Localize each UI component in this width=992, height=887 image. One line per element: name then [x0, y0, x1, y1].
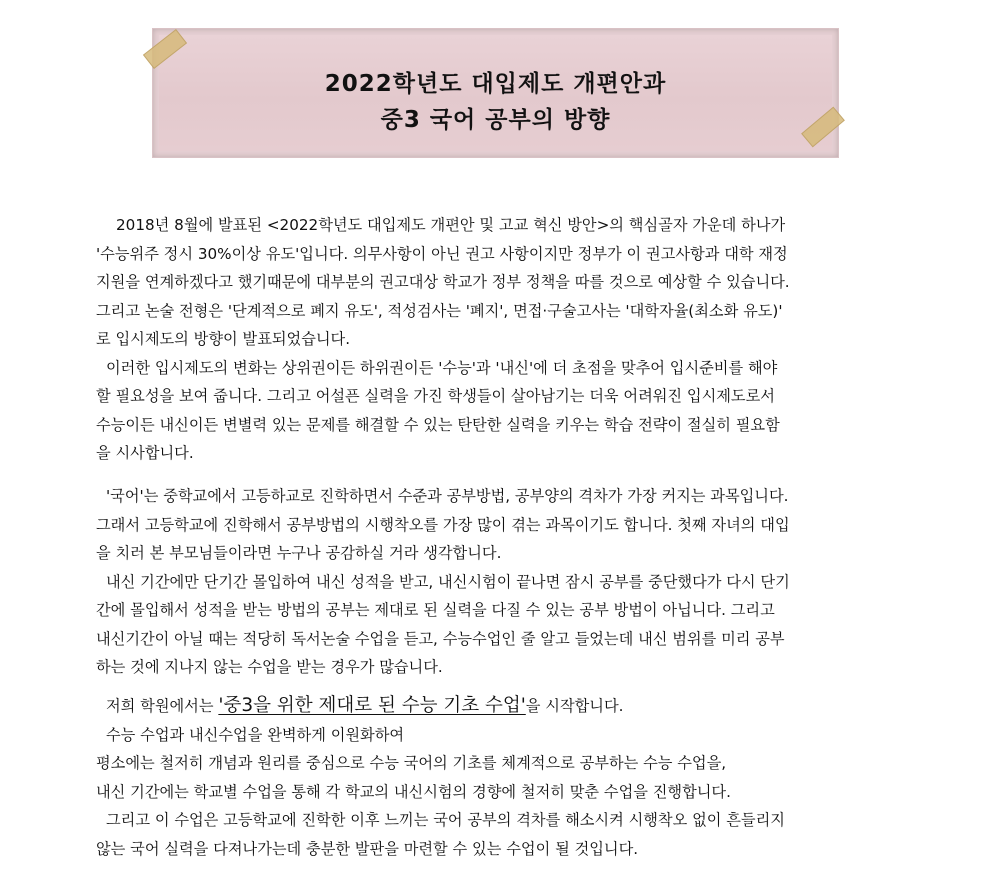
paragraph-line: 지원을 연계하겠다고 했기때문에 대부분의 권고대상 학교가 정부 정책을 따를 것으로 예상할 수 있습니다. — [96, 273, 790, 291]
section-korean-subject — [96, 482, 916, 682]
paragraph-line: '수능위주 정시 30%이상 유도'입니다. 의무사항이 아닌 권고 사항이지만 정부가 이 권고사항과 대학 재정 — [96, 244, 788, 263]
paragraph-line: 평소에는 철저히 개념과 원리를 중심으로 수능 국어의 기초를 체계적으로 공부하는 수능 수업을, — [96, 754, 727, 772]
paragraph-line: 수능 수업과 내신수업을 완벽하게 이원화하여 — [106, 725, 405, 744]
paragraph-line: 내신 기간에만 단기간 몰입하여 내신 성적을 받고, 내신시험이 끝나면 잠시 공부를 중단했다가 다시 단기 — [106, 572, 790, 591]
title-banner — [152, 28, 839, 158]
course-name-highlight: '중3을 위한 제대로 된 수능 기초 수업' — [218, 695, 526, 716]
paragraph-line: 로 입시제도의 방향이 발표되었습니다. — [96, 330, 351, 348]
course-intro-line — [96, 692, 916, 721]
intro-text-before: 저희 학원에서는 — [106, 697, 219, 715]
paragraph-line: 그래서 고등학교에 진학해서 공부방법의 시행착오를 가장 많이 겪는 과목이기도 합니다. 첫째 자녀의 대입 — [96, 515, 790, 534]
section-admission-policy — [96, 211, 916, 468]
paragraph-line: 이러한 입시제도의 변화는 상위권이든 하위권이든 '수능'과 '내신'에 더 초점을 맞추어 입시준비를 해야 — [106, 358, 778, 377]
paragraph-line: 그리고 논술 전형은 '단계적으로 폐지 유도', 적성검사는 '폐지', 면접·구술고사는 '대학자율(최소화 유도)' — [96, 301, 783, 320]
paragraph-line: 하는 것에 지나지 않는 수업을 받는 경우가 많습니다. — [96, 658, 443, 676]
page-title-line2: 중3 국어 공부의 방향 — [380, 107, 611, 133]
page-title-line1: 2022학년도 대입제도 개편안과 — [324, 71, 667, 97]
paragraph-line: 내신 기간에는 학교별 수업을 통해 각 학교의 내신시험의 경향에 철저히 맞춘 수업을 진행합니다. — [96, 782, 731, 801]
paragraph-line: 않는 국어 실력을 다져나가는데 충분한 발판을 마련할 수 있는 수업이 될 것입니다. — [96, 839, 639, 858]
paragraph-line: 을 치러 본 부모님들이라면 누구나 공감하실 거라 생각합니다. — [96, 544, 502, 562]
paragraph-line: 할 필요성을 보여 줍니다. 그리고 어설픈 실력을 가진 학생들이 살아남기는 더욱 어려워진 입시제도로서 — [96, 387, 775, 405]
paragraph-line: 그리고 이 수업은 고등학교에 진학한 이후 느끼는 국어 공부의 격차를 해소시켜 시행착오 없이 흔들리지 — [106, 811, 785, 829]
paragraph-line: 간에 몰입해서 성적을 받는 방법의 공부는 제대로 된 실력을 다질 수 있는 공부 방법이 아닙니다. 그리고 — [96, 601, 775, 619]
paragraph-line: 을 시사합니다. — [96, 444, 194, 462]
intro-text-after: 을 시작합니다. — [525, 697, 624, 715]
section-course-intro — [96, 692, 916, 863]
paragraph-line: 내신기간이 아닐 때는 적당히 독서논술 수업을 듣고, 수능수업인 줄 알고 들었는데 내신 범위를 미리 공부 — [96, 629, 785, 648]
paragraph-line: 수능이든 내신이든 변별력 있는 문제를 해결할 수 있는 탄탄한 실력을 키우는 학습 전략이 절실히 필요함 — [96, 415, 780, 434]
paragraph-line: 2018년 8월에 발표된 <2022학년도 대입제도 개편안 및 고교 혁신 방안>의 핵심골자 가운데 하나가 — [116, 216, 786, 234]
paragraph-line: '국어'는 중학교에서 고등하교로 진학하면서 수준과 공부방법, 공부양의 격차가 가장 커지는 과목입니다. — [106, 487, 789, 505]
title-banner-paper — [159, 35, 832, 151]
